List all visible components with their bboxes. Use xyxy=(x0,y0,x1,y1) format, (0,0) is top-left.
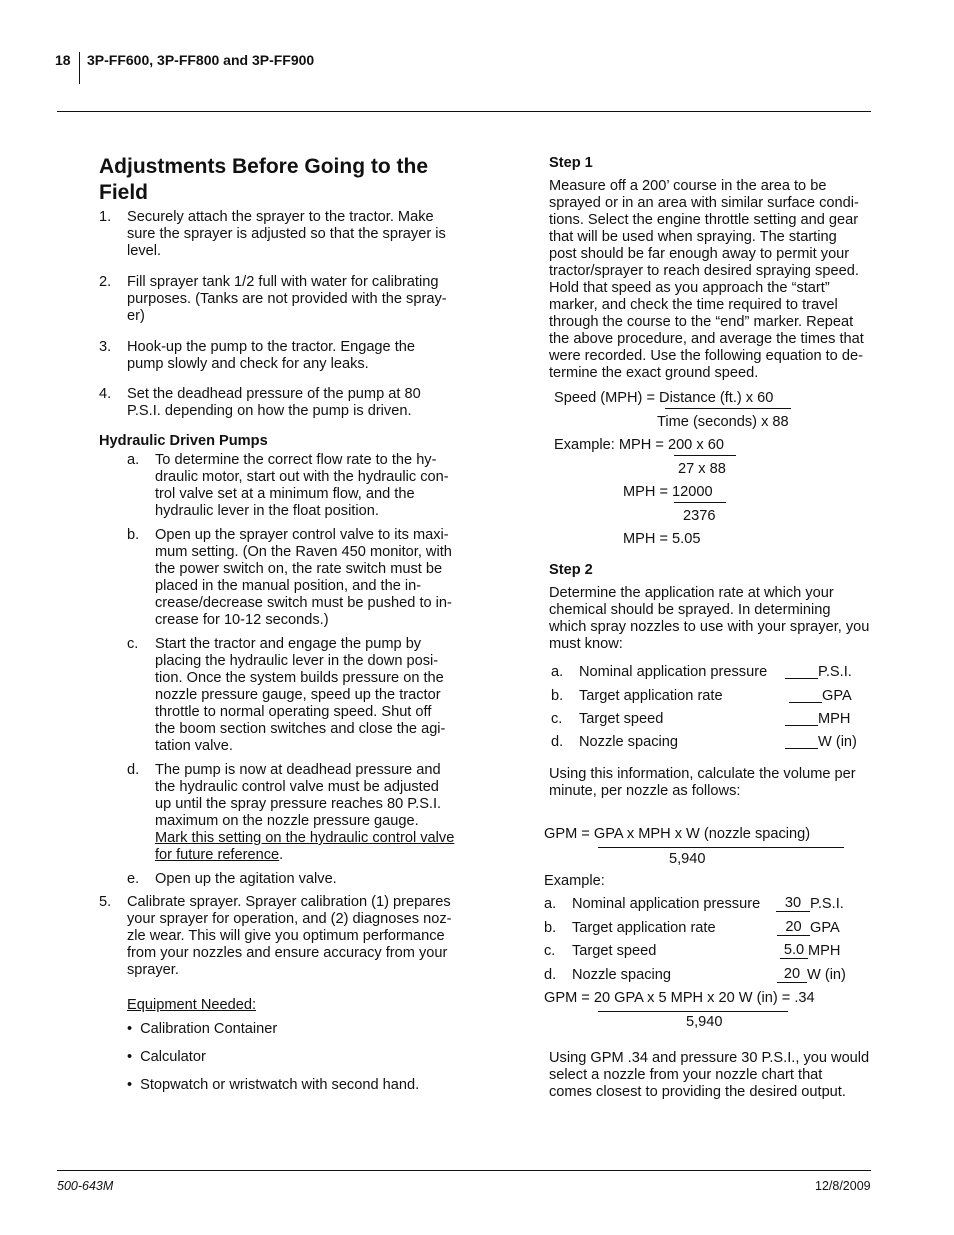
text-line: minute, per nozzle as follows: xyxy=(549,783,741,799)
text-line: post should be far enough away to permit your xyxy=(549,246,850,262)
text-line: the above procedure, and average the times that xyxy=(549,331,864,347)
text-line: Set the deadhead pressure of the pump at 80 xyxy=(127,386,421,402)
example-label: Example: xyxy=(544,873,605,889)
document-date: 12/8/2009 xyxy=(815,1179,871,1193)
page-number: 18 xyxy=(55,52,71,68)
text-line: up until the spray pressure reaches 80 P.S.I. xyxy=(155,796,442,812)
list-text xyxy=(155,636,525,755)
list-letter: b. xyxy=(551,688,564,704)
document-number: 500-643M xyxy=(57,1179,114,1193)
header-divider xyxy=(79,52,80,84)
list-text xyxy=(155,762,525,864)
text-line: that will be used when spraying. The starting xyxy=(549,229,837,245)
text-line: the hydraulic control valve must be adjusted xyxy=(155,779,439,795)
text-line: To determine the correct flow rate to the hy- xyxy=(155,452,437,468)
step-1-text xyxy=(549,178,864,382)
text-line: termine the exact ground speed. xyxy=(549,365,759,381)
example-value: 30 xyxy=(776,896,810,912)
list-text xyxy=(127,386,497,420)
using-info-text xyxy=(549,766,856,800)
underlined-line xyxy=(155,847,525,864)
text-line: draulic motor, start out with the hydraulic con- xyxy=(155,469,449,485)
list-text xyxy=(155,871,525,888)
section-heading xyxy=(99,154,428,206)
gpm-example-denominator: 5,940 xyxy=(686,1014,723,1030)
text-line: tation valve. xyxy=(155,738,233,754)
equipment-label: Calculator xyxy=(140,1049,206,1065)
list-number: c. xyxy=(127,636,139,652)
gpm-example-fraction-bar xyxy=(598,1011,788,1012)
text-line: pump slowly and check for any leaks. xyxy=(127,356,369,372)
list-text xyxy=(127,274,497,325)
text-line: Calibrate sprayer. Sprayer calibration (1) prepares xyxy=(127,894,451,910)
footer-rule xyxy=(57,1170,871,1171)
text-line: your sprayer for operation, and (2) diagnoses noz- xyxy=(127,911,452,927)
text-line: er) xyxy=(127,308,145,324)
example-fraction-bar xyxy=(674,455,736,456)
list-letter: a. xyxy=(551,664,564,680)
text-line: P.S.I. depending on how the pump is driven. xyxy=(127,403,412,419)
header-rule xyxy=(57,111,871,112)
text-line: Fill sprayer tank 1/2 full with water for calibrating xyxy=(127,274,439,290)
fill-in-blank xyxy=(785,725,818,726)
gpm-fraction-bar xyxy=(598,847,844,848)
fill-in-blank xyxy=(785,748,818,749)
page-header-title: 3P-FF600, 3P-FF800 and 3P-FF900 xyxy=(87,52,315,68)
text-line: which spray nozzles to use with your sprayer, you xyxy=(549,619,870,635)
list-number: 3. xyxy=(99,339,112,355)
requirement-label: Nozzle spacing xyxy=(579,734,678,750)
mph-equation-numerator: MPH = 12000 xyxy=(623,484,713,500)
text-line: Measure off a 200’ course in the area to be xyxy=(549,178,827,194)
text-line: chemical should be sprayed. In determining xyxy=(549,602,831,618)
example-unit: W (in) xyxy=(807,967,846,983)
text-line: mum setting. (On the Raven 450 monitor, with xyxy=(155,544,452,560)
gpm-example-numerator: GPM = 20 GPA x 5 MPH x 20 W (in) = .34 xyxy=(544,990,815,1006)
list-text xyxy=(127,894,472,979)
list-text xyxy=(155,527,525,629)
step-2-heading: Step 2 xyxy=(549,562,593,578)
text-line: sprayed or in an area with similar surface condi- xyxy=(549,195,859,211)
list-text xyxy=(127,339,497,373)
text-line: Hold that speed as you approach the “start” xyxy=(549,280,830,296)
example-value: 20 xyxy=(777,920,810,936)
example-label: Nozzle spacing xyxy=(572,967,671,983)
text-line: select a nozzle from your nozzle chart that xyxy=(549,1067,823,1083)
text-line: sprayer. xyxy=(127,962,179,978)
equipment-item xyxy=(127,1021,277,1038)
equipment-item xyxy=(127,1049,206,1066)
list-letter: d. xyxy=(544,967,557,983)
requirement-unit: P.S.I. xyxy=(818,664,852,680)
text-line: hydraulic lever in the float position. xyxy=(155,503,379,519)
text-line: Start the tractor and engage the pump by xyxy=(155,636,422,652)
example-value: 5.0 xyxy=(780,943,808,959)
mph-result: MPH = 5.05 xyxy=(623,531,701,547)
equipment-label: Stopwatch or wristwatch with second hand. xyxy=(140,1077,420,1093)
text-line: marker, and check the time required to travel xyxy=(549,297,838,313)
step-1-heading: Step 1 xyxy=(549,155,593,171)
text-line: Hook-up the pump to the tractor. Engage the xyxy=(127,339,416,355)
section-heading-line-2: Field xyxy=(99,181,149,204)
text-line: the boom section switches and close the agi- xyxy=(155,721,446,737)
text-line: Securely attach the sprayer to the tractor. Make xyxy=(127,209,434,225)
text-line: Determine the application rate at which your xyxy=(549,585,834,601)
example-unit: P.S.I. xyxy=(810,896,844,912)
list-number: e. xyxy=(127,871,140,887)
speed-fraction-bar xyxy=(665,408,791,409)
text-line: tractor/sprayer to reach desired spraying speed. xyxy=(549,263,859,279)
bullet-icon: • xyxy=(127,1077,133,1093)
list-number: d. xyxy=(127,762,140,778)
list-letter: a. xyxy=(544,896,557,912)
final-text xyxy=(549,1050,869,1101)
example-unit: GPA xyxy=(810,920,840,936)
example-unit: MPH xyxy=(808,943,841,959)
example-label: Target application rate xyxy=(572,920,716,936)
list-number: 2. xyxy=(99,274,112,290)
list-number: 1. xyxy=(99,209,112,225)
list-letter: b. xyxy=(544,920,557,936)
bullet-icon: • xyxy=(127,1049,133,1065)
text-line: from your nozzles and ensure accuracy from your xyxy=(127,945,448,961)
text-line: Open up the agitation valve. xyxy=(155,871,337,887)
equipment-item xyxy=(127,1077,419,1094)
example-label: Target speed xyxy=(572,943,657,959)
speed-equation-denominator: Time (seconds) x 88 xyxy=(657,414,789,430)
list-letter: c. xyxy=(551,711,563,727)
hydraulic-heading: Hydraulic Driven Pumps xyxy=(99,433,268,449)
gpm-equation-denominator: 5,940 xyxy=(669,851,706,867)
fill-in-blank xyxy=(785,678,818,679)
requirement-unit: MPH xyxy=(818,711,851,727)
text-line: crease/decrease switch must be pushed to in- xyxy=(155,595,452,611)
section-heading-line-1: Adjustments Before Going to the xyxy=(99,155,429,178)
text-line: purposes. (Tanks are not provided with the spray- xyxy=(127,291,447,307)
text-line: nozzle pressure gauge, speed up the tractor xyxy=(155,687,441,703)
text-line: the power switch on, the rate switch must be xyxy=(155,561,443,577)
list-number: 4. xyxy=(99,386,112,402)
example-equation-numerator: Example: MPH = 200 x 60 xyxy=(554,437,724,453)
text-line: through the course to the “end” marker. Repeat xyxy=(549,314,854,330)
text-line: tion. Once the system builds pressure on the xyxy=(155,670,444,686)
text-line: Using GPM .34 and pressure 30 P.S.I., you would xyxy=(549,1050,870,1066)
text-line: sure the sprayer is adjusted so that the sprayer is xyxy=(127,226,446,242)
text-line: crease for 10-12 seconds.) xyxy=(155,612,329,628)
text-line: must know: xyxy=(549,636,623,652)
list-number: a. xyxy=(127,452,140,468)
equipment-label: Calibration Container xyxy=(140,1021,278,1037)
text-line: placing the hydraulic lever in the down posi- xyxy=(155,653,439,669)
text-line: maximum on the nozzle pressure gauge. xyxy=(155,813,419,829)
speed-equation-numerator: Speed (MPH) = Distance (ft.) x 60 xyxy=(554,390,774,406)
requirement-label: Target speed xyxy=(579,711,664,727)
text-line: placed in the manual position, and the in- xyxy=(155,578,422,594)
text-line: zle wear. This will give you optimum performance xyxy=(127,928,445,944)
mph-equation-denominator: 2376 xyxy=(683,508,716,524)
text-line: throttle to normal operating speed. Shut off xyxy=(155,704,432,720)
list-letter: d. xyxy=(551,734,564,750)
requirement-unit: GPA xyxy=(822,688,852,704)
list-text xyxy=(155,452,525,520)
list-number: 5. xyxy=(99,894,112,910)
step-2-text xyxy=(549,585,869,653)
example-value: 20 xyxy=(777,967,807,983)
text-line: Using this information, calculate the volume per xyxy=(549,766,856,782)
fill-in-blank xyxy=(789,702,822,703)
gpm-equation-numerator: GPM = GPA x MPH x W (nozzle spacing) xyxy=(544,826,811,842)
text-line: trol valve set at a minimum flow, and the xyxy=(155,486,415,502)
underlined-tail: . xyxy=(279,847,284,863)
example-label: Nominal application pressure xyxy=(572,896,761,912)
text-line: Open up the sprayer control valve to its maxi- xyxy=(155,527,449,543)
text-line: The pump is now at deadhead pressure and xyxy=(155,762,441,778)
example-equation-denominator: 27 x 88 xyxy=(678,461,726,477)
mph-fraction-bar xyxy=(674,502,726,503)
underlined-text: for future reference xyxy=(155,847,280,863)
text-line: were recorded. Use the following equation to de- xyxy=(549,348,863,364)
bullet-icon: • xyxy=(127,1021,133,1037)
list-number: b. xyxy=(127,527,140,543)
requirement-unit: W (in) xyxy=(818,734,857,750)
requirement-label: Nominal application pressure xyxy=(579,664,768,680)
text-line: comes closest to providing the desired output. xyxy=(549,1084,846,1100)
equipment-heading: Equipment Needed: xyxy=(127,997,256,1013)
list-text xyxy=(127,209,497,260)
text-line: level. xyxy=(127,243,162,259)
text-line: tions. Select the engine throttle setting and gear xyxy=(549,212,859,228)
requirement-label: Target application rate xyxy=(579,688,723,704)
underlined-text: Mark this setting on the hydraulic control valve xyxy=(155,830,455,846)
underlined-line xyxy=(155,830,525,847)
list-letter: c. xyxy=(544,943,556,959)
